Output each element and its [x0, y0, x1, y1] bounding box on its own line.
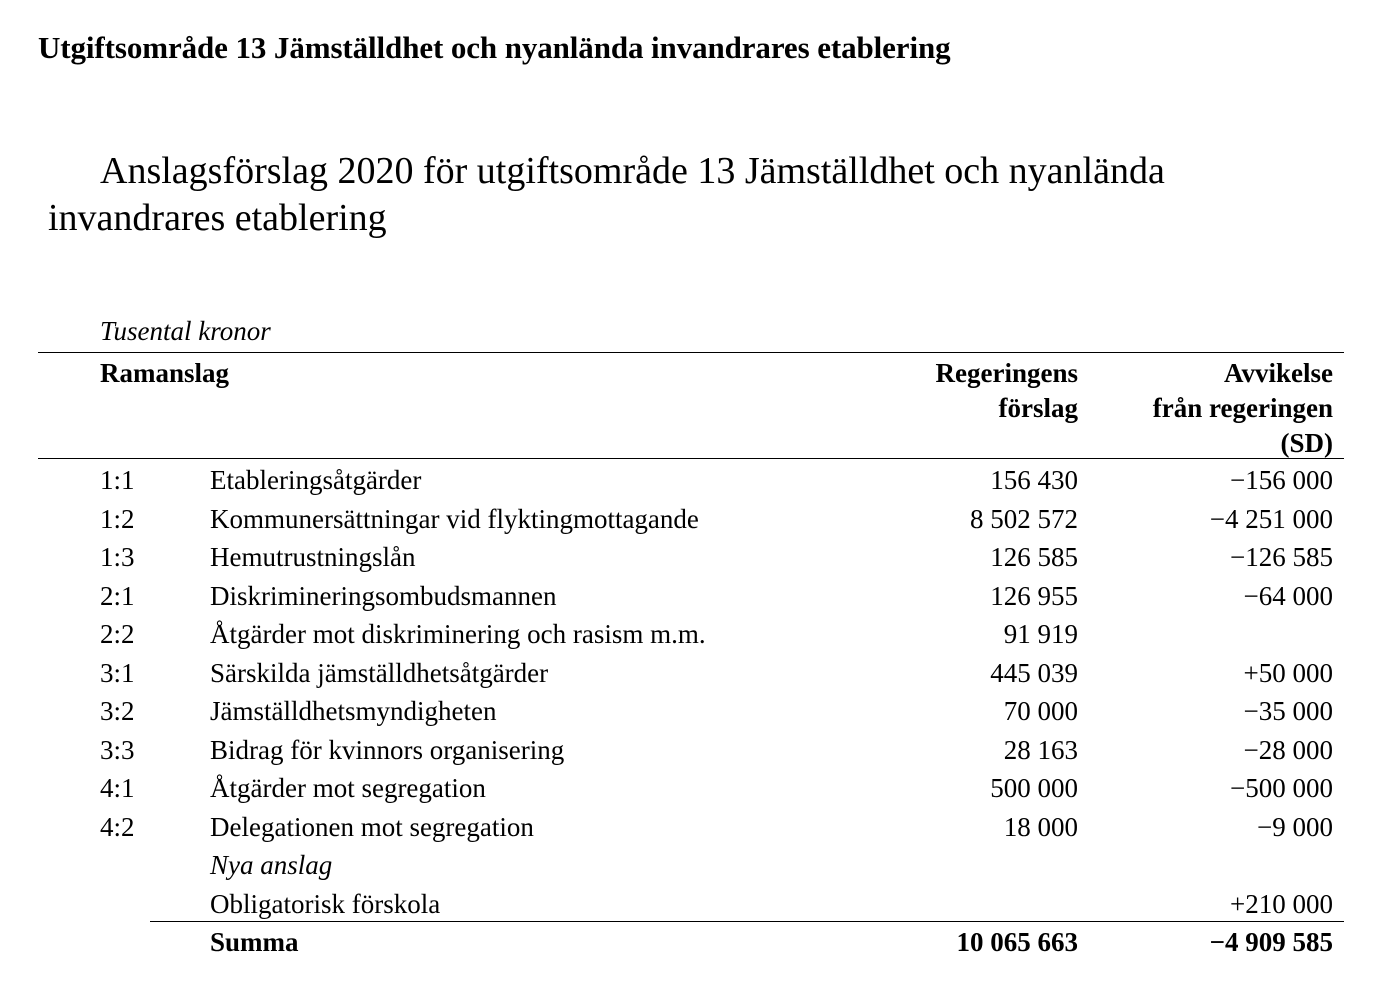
- row-deviation: −126 585: [1230, 542, 1333, 572]
- row-deviation: −500 000: [1230, 773, 1333, 803]
- row-proposal: 18 000: [1003, 811, 1078, 842]
- header-col2-line1: Avvikelse: [1224, 358, 1333, 388]
- row-name: Bidrag för kvinnors organisering: [210, 734, 565, 765]
- row-name: Hemutrustningslån: [210, 542, 416, 572]
- table-body: [0, 461, 1374, 923]
- row-code: 2:2: [100, 619, 135, 649]
- row-code: 1:2: [100, 503, 135, 534]
- row-name: Etableringsåtgärder: [210, 465, 422, 495]
- row-code: 4:2: [100, 811, 135, 842]
- row-name: Åtgärder mot segregation: [210, 773, 486, 803]
- row-code: 3:2: [100, 696, 135, 726]
- row-deviation: −9 000: [1257, 811, 1333, 842]
- row-proposal: 445 039: [990, 657, 1078, 688]
- total-proposal: 10 065 663: [956, 927, 1078, 957]
- table-heading: Anslagsförslag 2020 för utgiftsområde 13 Jämställdhet och nyanlända invandrares etablering: [48, 150, 1165, 239]
- header-regeringens-forslag: [936, 356, 1078, 426]
- row-deviation: −28 000: [1243, 734, 1333, 765]
- table-row: [0, 577, 1374, 616]
- table-row: [0, 808, 1374, 847]
- section-subheading: [0, 846, 1374, 885]
- row-name: Jämställdhetsmyndigheten: [210, 696, 497, 726]
- header-ramanslag: Ramanslag: [100, 358, 230, 388]
- table-row: [0, 500, 1374, 539]
- header-col1-line2: förslag: [998, 393, 1078, 423]
- table-top-rule: [38, 352, 1344, 353]
- row-proposal: 8 502 572: [970, 503, 1078, 534]
- row-code: 3:3: [100, 734, 135, 765]
- table-row: [0, 692, 1374, 731]
- table-row: [0, 461, 1374, 500]
- row-proposal: 28 163: [1003, 734, 1078, 765]
- header-avvikelse: [1153, 356, 1333, 461]
- total-row: [0, 923, 1374, 962]
- row-deviation: −156 000: [1230, 465, 1333, 495]
- table-row: [0, 769, 1374, 808]
- unit-label: Tusental kronor: [100, 316, 271, 346]
- row-name: Delegationen mot segregation: [210, 811, 534, 842]
- row-proposal: 126 585: [990, 542, 1078, 572]
- row-code: 3:1: [100, 657, 135, 688]
- table-row: [0, 538, 1374, 577]
- row-proposal: 156 430: [990, 465, 1078, 495]
- row-name: Kommunersättningar vid flyktingmottagande: [210, 503, 699, 534]
- section-label-nya-anslag: Nya anslag: [210, 850, 333, 880]
- row-name: Åtgärder mot diskriminering och rasism m.m.: [210, 619, 706, 649]
- row-deviation: −4 251 000: [1209, 503, 1333, 534]
- row-deviation: −35 000: [1243, 696, 1333, 726]
- row-proposal: 126 955: [990, 580, 1078, 611]
- header-col2-line2: från regeringen: [1152, 393, 1333, 423]
- row-code: 1:1: [100, 465, 135, 495]
- table-row: [0, 654, 1374, 693]
- row-code: 4:1: [100, 773, 135, 803]
- row-deviation: +210 000: [1230, 888, 1333, 919]
- row-deviation: +50 000: [1243, 657, 1333, 688]
- table-row: [0, 731, 1374, 770]
- table-row: [0, 885, 1374, 924]
- row-proposal: 91 919: [1003, 619, 1078, 649]
- header-col2-line3: (SD): [1280, 428, 1333, 458]
- summary-rule: [150, 921, 1344, 922]
- total-label: Summa: [210, 927, 299, 957]
- header-col1-line1: Regeringens: [935, 358, 1078, 388]
- header-bottom-rule: [38, 458, 1344, 459]
- row-name: Obligatorisk förskola: [210, 888, 441, 919]
- row-proposal: 500 000: [990, 773, 1078, 803]
- document-title: Utgiftsområde 13 Jämställdhet och nyanlända invandrares etablering: [38, 30, 951, 65]
- row-deviation: −64 000: [1243, 580, 1333, 611]
- row-name: Särskilda jämställdhetsåtgärder: [210, 657, 549, 688]
- row-name: Diskrimineringsombudsmannen: [210, 580, 557, 611]
- total-deviation: −4 909 585: [1209, 927, 1333, 957]
- row-proposal: 70 000: [1003, 696, 1078, 726]
- row-code: 2:1: [100, 580, 135, 611]
- table-row: [0, 615, 1374, 654]
- row-code: 1:3: [100, 542, 135, 572]
